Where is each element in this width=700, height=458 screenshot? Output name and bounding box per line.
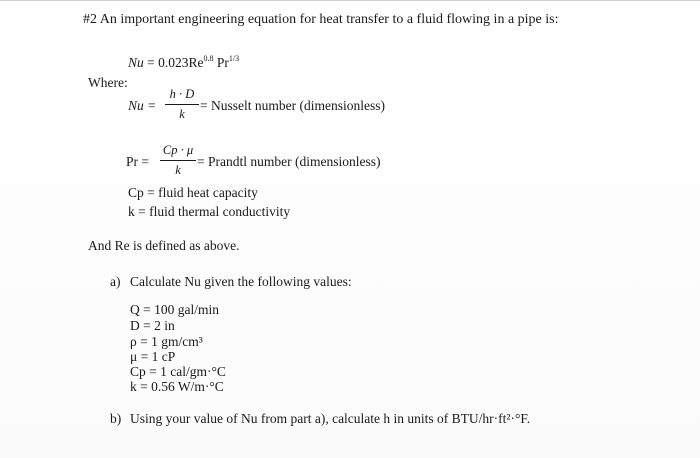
value-rho: ρ = 1 gm/cm³ [130,334,203,349]
value-cp: Cp = 1 cal/gm·°C [130,364,226,379]
main-equation-lhs: Nu [128,55,144,70]
prandtl-description: = Prandtl number (dimensionless) [197,154,381,169]
value-k: k = 0.56 W/m·°C [130,379,224,394]
where-label: Where: [88,75,128,90]
nusselt-lhs: Nu = [128,98,157,113]
prandtl-denominator: k [175,163,181,177]
nusselt-description: = Nusselt number (dimensionless) [200,98,385,113]
prandtl-numerator: Cp · μ [162,143,194,157]
definition-k: k = fluid thermal conductivity [128,204,291,219]
re-exponent: 0.8 [203,54,214,63]
part-a-label: a) [110,274,121,289]
re-note: And Re is defined as above. [88,238,240,253]
prandtl-lhs: Pr = [126,154,149,169]
nusselt-fraction [165,87,199,122]
value-mu: μ = 1 cP [130,349,176,364]
pr-symbol: Pr [216,55,229,70]
part-b-label: b) [110,411,122,426]
value-d: D = 2 in [130,318,175,333]
pr-exponent: 1/3 [228,54,240,63]
part-b-text: Using your value of Nu from part a), calculate h in units of BTU/hr·ft²·°F. [130,411,531,426]
nusselt-numerator: h · D [169,87,195,101]
main-equation [128,56,239,70]
nusselt-fraction-bar [165,104,199,105]
part-a-text: Calculate Nu given the following values: [130,274,352,289]
nusselt-denominator: k [179,107,185,121]
value-q: Q = 100 gal/min [130,302,219,317]
problem-heading: #2 An important engineering equation for heat transfer to a fluid flowing in a pipe is: [83,12,559,27]
main-equation-coef: = 0.023Re [147,55,204,70]
definition-cp: Cp = fluid heat capacity [128,185,258,200]
prandtl-fraction-bar [160,160,196,161]
prandtl-fraction [160,143,196,178]
